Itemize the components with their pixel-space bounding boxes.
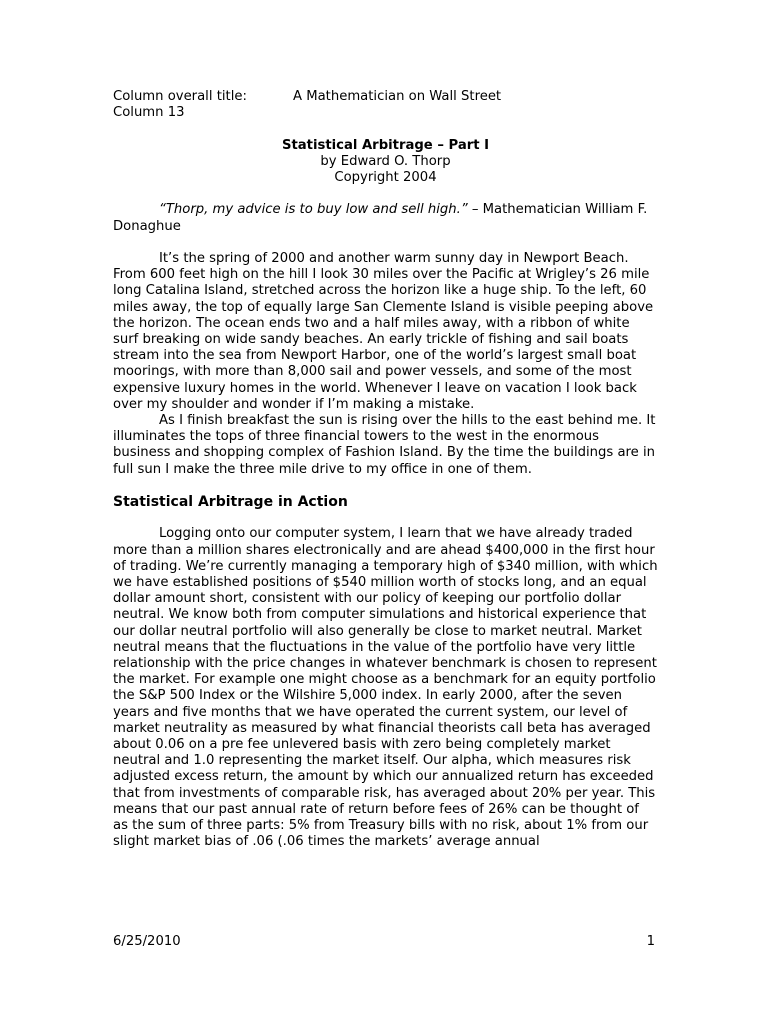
column-title-value: A Mathematician on Wall Street — [293, 89, 502, 104]
document-body — [113, 89, 658, 850]
intro-paragraph-2: As I finish breakfast the sun is rising over the hills to the east behind me. It illuminates the tops of three financial towers to the west in the enormous business and shopping complex of Fashion Island. By the time the buildings are in full sun I make the three mile drive to my office in one of them. — [113, 413, 656, 477]
spacer — [113, 121, 658, 137]
article-title: Statistical Arbitrage – Part I — [281, 137, 490, 153]
section-paragraph-1: Logging onto our computer system, I learn that we have already traded more than a million shares electronically and are ahead $400,000 in the first hour of trading. We’re currently managing a temporary high of $340 million, with which we have established positions of $540 million worth of stocks long, and an equal dollar amount short, consistent with our policy of keeping our portfolio dollar neutral. We know both from computer simulations and historical experience that our dollar neutral portfolio will also generally be close to market neutral. Market neutral means that the fluctuations in the value of the portfolio have very little relationship with the price changes in whatever benchmark is chosen to represent the market. For example one might choose as a benchmark for an equity portfolio the S&P 500 Index or the Wilshire 5,000 index. In early 2000, after the seven years and five months that we have operated the current system, our level of market neutrality as measured by what financial theorists call beta has averaged about 0.06 on a pre fee unlevered basis with zero being completely market neutral and 1.0 representing the market itself. Our alpha, which measures risk adjusted excess return, the amount by which our annualized return has exceeded that from investments of comparable risk, has averaged about 20% per year. This means that our past annual rate of return before fees of 26% can be thought of as the sum of three parts: 5% from Treasury bills with no risk, about 1% from our slight market bias of .06 (.06 times the markets’ average annual — [113, 526, 658, 850]
section-heading: Statistical Arbitrage in Action — [113, 494, 348, 510]
epigraph — [113, 202, 658, 234]
epigraph-attribution: – Mathematician William F. Donaghue — [113, 202, 648, 234]
spacer — [113, 478, 658, 494]
column-title-label: Column overall title: — [113, 89, 247, 104]
column-title-row — [113, 89, 658, 105]
spacer — [113, 235, 658, 251]
intro-paragraph-1: It’s the spring of 2000 and another warm sunny day in Newport Beach. From 600 feet high on the hill I look 30 miles over the Pacific at Wrigley’s 26 mile long Catalina Island, stretched across the horizon like a huge ship. To the left, 60 miles away, the top of equally large San Clemente Island is visible peeping above the horizon. The ocean ends two and a half miles away, with a ribbon of white surf breaking on wide sandy beaches. An early trickle of fishing and sail boats stream into the sea from Newport Harbor, one of the world’s largest small boat moorings, with more than 8,000 sail and power vessels, and some of the most expensive luxury homes in the world. Whenever I leave on vacation I look back over my shoulder and wonder if I’m making a mistake. — [113, 250, 654, 412]
page-number: 1 — [646, 934, 655, 949]
spacer — [113, 510, 658, 526]
article-byline: by Edward O. Thorp — [320, 153, 451, 169]
column-number: Column 13 — [113, 105, 185, 121]
spacer — [113, 186, 658, 202]
footer-date: 6/25/2010 — [113, 934, 181, 949]
article-copyright: Copyright 2004 — [334, 169, 437, 185]
epigraph-quote: “Thorp, my advice is to buy low and sell high.” — [159, 202, 468, 218]
